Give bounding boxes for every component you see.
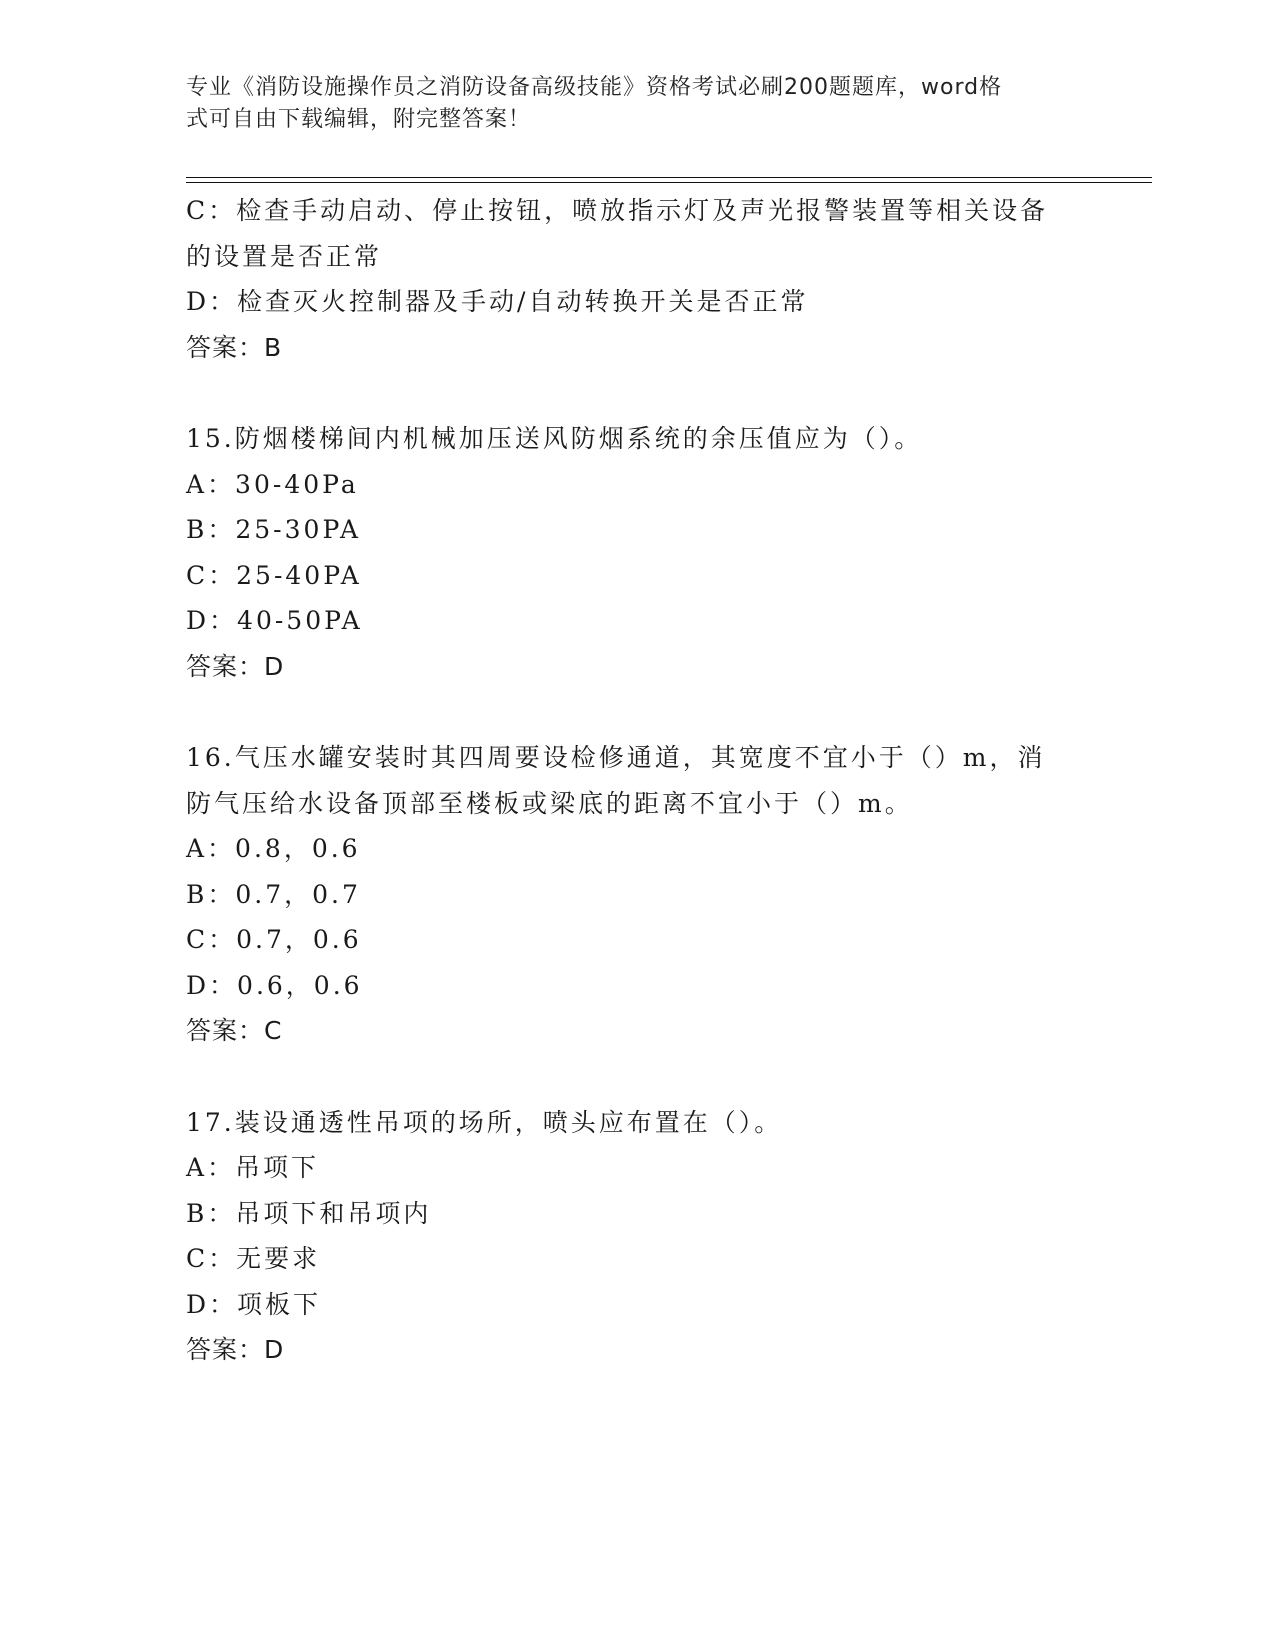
header-line-1: 专业《消防设施操作员之消防设备高级技能》资格考试必刷200题题库，word格	[186, 75, 1003, 100]
previous-question-tail	[186, 188, 1086, 370]
option-c-line-2: 的设置是否正常	[186, 241, 383, 271]
spacer	[186, 1054, 1086, 1100]
spacer	[186, 689, 1086, 735]
option-d: D：0.6，0.6	[186, 970, 363, 1000]
question-content	[186, 188, 1086, 1373]
option-c: C：25-40PA	[186, 560, 362, 590]
option-a: A：30-40Pa	[186, 469, 359, 499]
option-a: A：0.8，0.6	[186, 834, 361, 863]
question-17	[186, 1100, 1086, 1373]
answer: 答案：D	[186, 651, 285, 681]
option-d: D：项板下	[186, 1289, 322, 1319]
question-stem-line-2: 防气压给水设备顶部至楼板或梁底的距离不宜小于（）m。	[186, 788, 913, 818]
question-stem-line-1: 16.气压水罐安装时其四周要设检修通道，其宽度不宜小于（）m，消	[186, 743, 1046, 772]
question-15	[186, 416, 1086, 689]
spacer	[186, 370, 1086, 416]
option-b: B：0.7，0.7	[186, 879, 361, 909]
option-c: C：0.7，0.6	[186, 925, 362, 954]
answer: 答案：D	[186, 1335, 285, 1364]
header-rule-top	[186, 177, 1152, 178]
option-c-line-1: C：检查手动启动、停止按钮，喷放指示灯及声光报警装置等相关设备	[186, 196, 1049, 225]
question-stem: 15.防烟楼梯间内机械加压送风防烟系统的余压值应为（）。	[186, 424, 923, 453]
answer: 答案：B	[186, 332, 283, 362]
header-line-2: 式可自由下载编辑，附完整答案！	[186, 107, 532, 132]
question-16	[186, 735, 1086, 1054]
answer: 答案：C	[186, 1016, 283, 1045]
option-a: A：吊项下	[186, 1153, 320, 1182]
option-c: C：无要求	[186, 1244, 321, 1273]
header-rule-bottom	[186, 182, 1152, 183]
question-stem: 17.装设通透性吊项的场所，喷头应布置在（）。	[186, 1107, 783, 1137]
option-b: B：吊项下和吊项内	[186, 1198, 432, 1228]
option-d: D：40-50PA	[186, 606, 363, 635]
document-header	[186, 72, 1066, 136]
option-d: D：检查灭火控制器及手动/自动转换开关是否正常	[186, 287, 809, 316]
option-b: B：25-30PA	[186, 515, 362, 544]
